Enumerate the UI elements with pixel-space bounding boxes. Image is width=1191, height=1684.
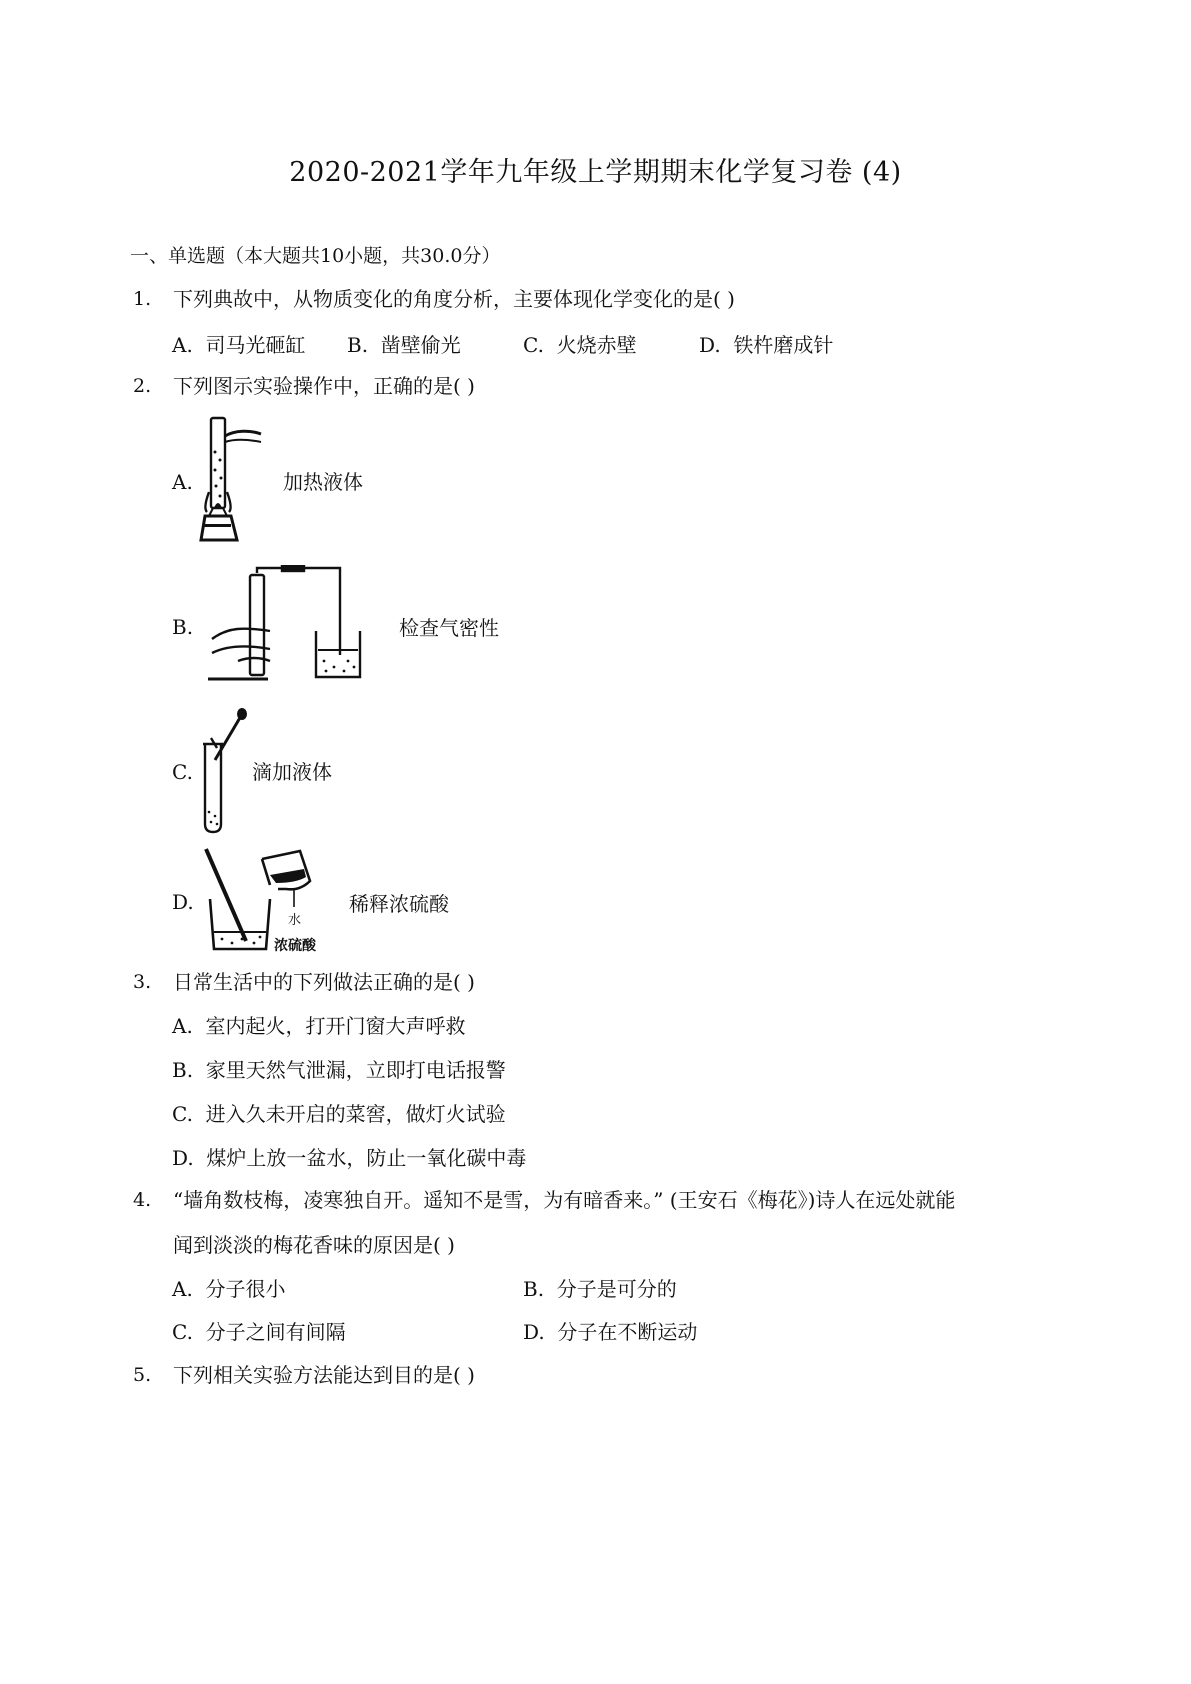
- question-1-option-c: C. 火烧赤壁: [523, 333, 637, 357]
- page-title: 2020-2021学年九年级上学期期末化学复习卷 (4): [289, 157, 902, 188]
- question-1-option-b: B. 凿壁偷光: [347, 333, 461, 357]
- question-4-stem-line-2: 闻到淡淡的梅花香味的原因是( ): [173, 1233, 455, 1257]
- question-1-option-d: D. 铁杵磨成针: [699, 333, 834, 357]
- question-2-option-a-label: 加热液体: [283, 470, 363, 494]
- question-4-option-c: C. 分子之间有间隔: [172, 1320, 346, 1344]
- question-3-option-b: B. 家里天然气泄漏，立即打电话报警: [172, 1058, 506, 1082]
- question-2-option-d-letter: D.: [172, 890, 194, 914]
- dropping-liquid-figure: [195, 708, 255, 836]
- question-2-option-a-letter: A.: [172, 470, 193, 494]
- question-4-option-d: D. 分子在不断运动: [523, 1320, 698, 1344]
- question-2-option-c-label: 滴加液体: [252, 760, 332, 784]
- question-5-number: 5.: [133, 1364, 152, 1386]
- question-1-option-a: A. 司马光砸缸: [172, 333, 306, 357]
- water-label: 水: [288, 913, 302, 928]
- question-3-option-d: D. 煤炉上放一盆水，防止一氧化碳中毒: [172, 1146, 527, 1170]
- question-2-option-b-letter: B.: [172, 615, 194, 639]
- diluting-acid-figure: [200, 845, 330, 957]
- question-4-stem-line-1: “墙角数枝梅，凌寒独自开。遥知不是雪，为有暗香来。” (王安石《梅花》)诗人在远处就能: [173, 1188, 956, 1212]
- question-5-stem: 下列相关实验方法能达到目的是( ): [173, 1363, 475, 1387]
- question-2-option-d-label: 稀释浓硫酸: [349, 892, 449, 916]
- question-1-number: 1.: [133, 288, 152, 310]
- question-3-stem: 日常生活中的下列做法正确的是( ): [173, 970, 475, 994]
- question-2-stem: 下列图示实验操作中，正确的是( ): [173, 374, 475, 398]
- section-heading: 一、单选题（本大题共10小题，共30.0分）: [130, 245, 501, 267]
- question-2-option-c-letter: C.: [172, 760, 193, 784]
- question-1-stem: 下列典故中，从物质变化的角度分析，主要体现化学变化的是( ): [173, 287, 735, 311]
- question-4-number: 4.: [133, 1189, 152, 1211]
- question-3-option-c: C. 进入久未开启的菜窖，做灯火试验: [172, 1102, 506, 1126]
- question-3-number: 3.: [133, 971, 152, 993]
- heating-liquid-figure: [195, 412, 275, 547]
- question-4-option-b: B. 分子是可分的: [523, 1277, 677, 1301]
- question-2-number: 2.: [133, 375, 152, 397]
- airtightness-check-figure: [208, 565, 373, 685]
- acid-label: 浓硫酸: [274, 938, 316, 954]
- question-4-option-a: A. 分子很小: [172, 1277, 286, 1301]
- question-2-option-b-label: 检查气密性: [399, 616, 499, 640]
- question-3-option-a: A. 室内起火，打开门窗大声呼救: [172, 1014, 466, 1038]
